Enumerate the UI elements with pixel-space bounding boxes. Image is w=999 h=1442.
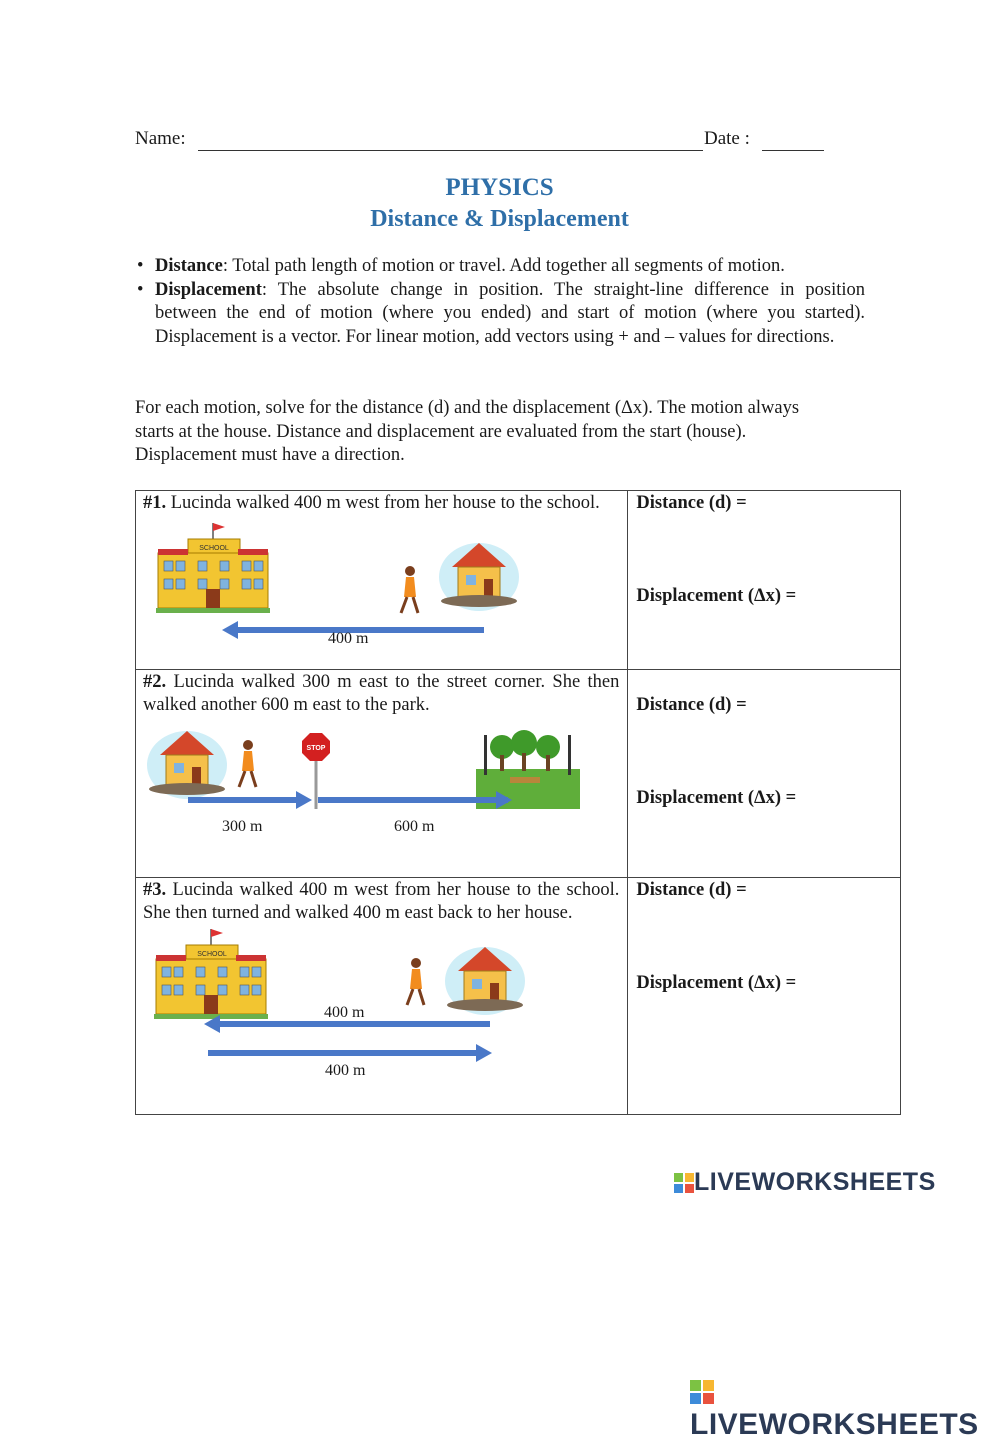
distance-answer-label: Distance (d) = — [636, 493, 747, 513]
problem-row-3 — [136, 878, 901, 1115]
answer-cell-1[interactable] — [628, 491, 901, 670]
walking-person-icon — [401, 566, 418, 613]
definition-text: : The absolute change in position. The straight-line difference in position between the end of motion (where you ended) and start of motion (where you started). Displacement is a vector. For linear motion, add vectors using + and – values for directions. — [155, 279, 865, 347]
distance-label-300: 300 m — [222, 818, 263, 835]
definitions-list — [135, 255, 865, 349]
problem-number: #1. — [143, 493, 167, 513]
problem-cell-2 — [136, 670, 628, 878]
problem-statement: Lucinda walked 300 m east to the street corner. She then walked another 600 m east to the park. — [143, 672, 620, 715]
date-label: Date : — [704, 128, 750, 149]
definition-displacement — [135, 279, 865, 350]
house-icon — [445, 947, 525, 1015]
logo-grid-icon — [690, 1380, 714, 1404]
title-topic: Distance & Displacement — [370, 206, 629, 232]
displacement-answer-label: Displacement (Δx) = — [636, 586, 797, 606]
name-label: Name: — [135, 128, 186, 149]
answer-cell-2[interactable] — [628, 670, 901, 878]
problem-statement: Lucinda walked 400 m west from her house to the school. — [166, 493, 600, 513]
logo-grid-icon — [674, 1173, 694, 1193]
instructions: For each motion, solve for the distance (d) and the displacement (Δx). The motion always starts at the house. Distance and displacement are evaluated from the start (house). Displacement must have a direction. — [135, 398, 800, 465]
definition-text: : Total path length of motion or travel. Add together all segments of motion. — [222, 256, 785, 276]
scene-3 — [136, 925, 627, 1085]
name-field-line[interactable] — [198, 150, 703, 151]
park-icon — [476, 725, 580, 809]
house-icon — [439, 543, 519, 611]
definition-term: Displacement — [155, 279, 262, 300]
problem-text-2 — [136, 670, 627, 717]
distance-answer-label: Distance (d) = — [636, 880, 747, 900]
definition-term: Distance — [155, 256, 223, 276]
problem-number: #2. — [143, 672, 167, 692]
walking-person-icon — [239, 740, 256, 787]
school-icon — [154, 929, 268, 1019]
date-field-line[interactable] — [762, 150, 824, 151]
problem-statement: Lucinda walked 400 m west from her house to the school. She then turned and walked 400 m east back to her house. — [143, 880, 620, 923]
distance-label: 400 m — [328, 630, 369, 647]
brand-name: LIVEWORKSHEETS — [690, 1408, 979, 1441]
problem-cell-3 — [136, 878, 628, 1115]
scene-1 — [136, 515, 627, 645]
problems-table — [135, 490, 901, 1115]
school-icon — [156, 523, 270, 613]
problem-row-1 — [136, 491, 901, 670]
distance-label-east: 400 m — [325, 1062, 366, 1079]
scene-2-drawing — [136, 717, 626, 867]
distance-answer-label: Distance (d) = — [636, 695, 747, 715]
displacement-answer-label: Displacement (Δx) = — [636, 788, 797, 808]
problem-number: #3. — [143, 880, 167, 900]
distance-label-west: 400 m — [324, 1004, 365, 1021]
name-date-header — [135, 128, 825, 156]
brand-name: LIVEWORKSHEETS — [694, 1168, 936, 1196]
walking-person-icon — [407, 958, 424, 1005]
problem-text-3 — [136, 878, 627, 925]
scene-1-drawing — [136, 515, 626, 645]
distance-label-600: 600 m — [394, 818, 435, 835]
scene-3-drawing — [136, 925, 626, 1085]
brand-logo-large — [690, 1374, 999, 1442]
stop-sign-text: STOP — [306, 745, 326, 752]
house-icon — [147, 731, 227, 799]
answer-cell-3[interactable] — [628, 878, 901, 1115]
title-subject: PHYSICS — [445, 174, 554, 201]
definition-distance — [135, 255, 865, 279]
problem-text-1 — [136, 491, 627, 515]
school-sign-text: SCHOOL — [199, 545, 229, 552]
displacement-answer-label: Displacement (Δx) = — [636, 973, 797, 993]
brand-logo-small — [674, 1168, 936, 1197]
problem-cell-1 — [136, 491, 628, 670]
problem-row-2 — [136, 670, 901, 878]
scene-2 — [136, 717, 627, 867]
school-sign-text: SCHOOL — [197, 951, 227, 958]
